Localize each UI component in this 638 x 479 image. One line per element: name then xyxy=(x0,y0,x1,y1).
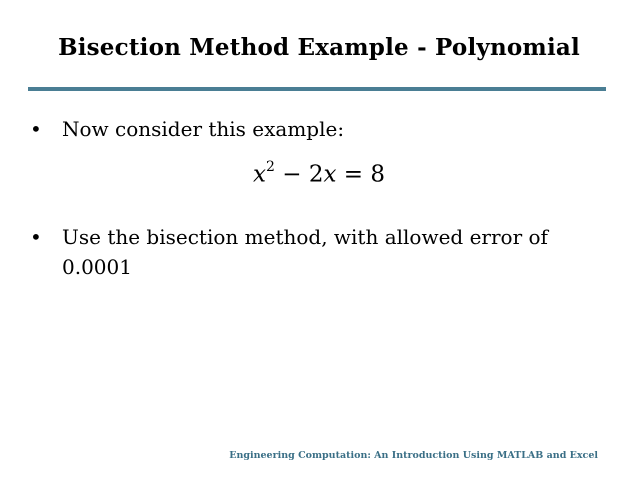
title-divider xyxy=(28,87,606,91)
bullet-text: Now consider this example: xyxy=(62,117,345,141)
equation-operator: − 2 xyxy=(274,161,324,188)
bullet-symbol: • xyxy=(30,225,42,249)
bullet-symbol: • xyxy=(30,117,42,141)
equation xyxy=(0,161,638,188)
equation-variable: x xyxy=(253,161,266,188)
bullet-text: Use the bisection method, with allowed error of 0.0001 xyxy=(62,225,548,279)
footer-text: Engineering Computation: An Introduction Using MATLAB and Excel xyxy=(229,450,598,461)
slide-title: Bisection Method Example - Polynomial xyxy=(58,34,580,61)
equation-variable: x xyxy=(323,161,337,188)
equation-right-side: = 8 xyxy=(336,161,385,188)
equation-exponent: 2 xyxy=(266,159,275,175)
